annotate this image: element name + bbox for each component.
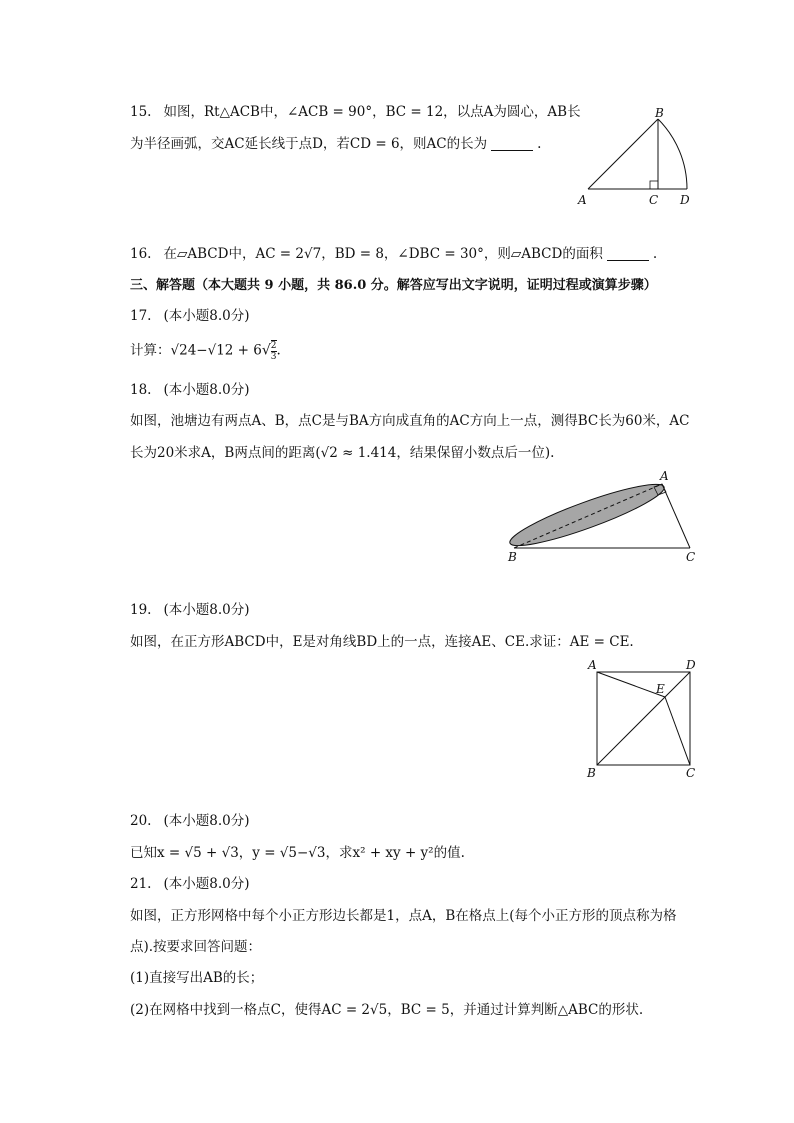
q19-header bbox=[130, 600, 250, 620]
q19-score: (本小题8.0分) bbox=[163, 602, 250, 618]
q21-line2: 点).按要求回答问题： bbox=[130, 939, 262, 955]
q16-text-end: . bbox=[652, 246, 658, 262]
q17-header bbox=[130, 306, 250, 326]
q17-text-end: . bbox=[276, 342, 281, 359]
q15-label-c: C bbox=[649, 193, 659, 207]
q15-line1 bbox=[130, 102, 581, 122]
q15-label-b: B bbox=[655, 106, 664, 120]
q15-number: 15. bbox=[130, 104, 152, 120]
q21-line1: 如图，正方形网格中每个小正方形边长都是1，点A，B在格点上(每个小正方形的顶点称为格 bbox=[130, 908, 677, 924]
q20-line1: 已知x = √5 + √3，y = √5−√3，求x² + xy + y²的值. bbox=[130, 845, 465, 861]
q17-text: 计算：√24−√12 + 6 bbox=[130, 342, 262, 359]
section-3-heading: 三、解答题（本大题共 9 小题，共 86.0 分。解答应写出文字说明，证明过程或演算步骤） bbox=[130, 278, 657, 293]
q21-line3: (1)直接写出AB的长； bbox=[130, 970, 264, 986]
q19-label-d: D bbox=[686, 658, 696, 672]
q18-figure bbox=[500, 468, 705, 568]
q18-label-b: B bbox=[508, 550, 517, 564]
q19-line1: 如图，在正方形ABCD中，E是对角线BD上的一点，连接AE、CE.求证：AE = CE. bbox=[130, 634, 634, 650]
q17-frac-num: 2 bbox=[270, 341, 277, 351]
q15-answer-blank[interactable] bbox=[491, 136, 533, 151]
q18-line2: 长为20米求A，B两点间的距离(√2 ≈ 1.414，结果保留小数点后一位). bbox=[130, 445, 555, 461]
q18-score: (本小题8.0分) bbox=[163, 382, 250, 398]
q15-text-line2: 为半径画弧，交AC延长线于点D，若CD = 6，则AC的长为 bbox=[130, 136, 488, 152]
q18-number: 18. bbox=[130, 382, 152, 398]
q15-text-line1: 如图，Rt△ACB中，∠ACB = 90°，BC = 12，以点A为圆心，AB长 bbox=[163, 104, 581, 120]
q17-body bbox=[130, 340, 281, 362]
q19-label-e: E bbox=[656, 682, 665, 696]
q16-number: 16. bbox=[130, 246, 152, 262]
q15-label-a: A bbox=[578, 193, 587, 207]
q20-score: (本小题8.0分) bbox=[163, 813, 250, 829]
q21-header bbox=[130, 874, 250, 894]
q19-number: 19. bbox=[130, 602, 152, 618]
q17-score: (本小题8.0分) bbox=[163, 308, 250, 324]
q19-figure bbox=[580, 655, 705, 780]
q20-number: 20. bbox=[130, 813, 152, 829]
q18-label-c: C bbox=[686, 550, 696, 564]
q16-text: 在▱ABCD中，AC = 2√7，BD = 8，∠DBC = 30°，则▱ABCD的面积 bbox=[163, 246, 603, 262]
q16-line bbox=[130, 244, 657, 264]
q15-line2 bbox=[130, 134, 541, 154]
q18-label-a: A bbox=[660, 469, 669, 483]
q15-figure bbox=[570, 102, 700, 212]
q17-frac-den: 3 bbox=[270, 352, 277, 362]
q19-label-c: C bbox=[686, 766, 696, 780]
q16-answer-blank[interactable] bbox=[607, 246, 649, 261]
q17-number: 17. bbox=[130, 308, 152, 324]
q21-line4: (2)在网格中找到一格点C，使得AC = 2√5，BC = 5，并通过计算判断△ABC的形状. bbox=[130, 1002, 644, 1018]
q15-label-d: D bbox=[680, 193, 690, 207]
q20-header bbox=[130, 811, 250, 831]
q18-line1: 如图，池塘边有两点A、B，点C是与BA方向成直角的AC方向上一点，测得BC长为60米，AC bbox=[130, 413, 690, 429]
q19-label-a: A bbox=[588, 658, 597, 672]
q15-text-end: . bbox=[537, 136, 542, 152]
q19-label-b: B bbox=[587, 766, 596, 780]
q21-number: 21. bbox=[130, 876, 152, 892]
q18-header bbox=[130, 380, 250, 400]
q21-score: (本小题8.0分) bbox=[163, 876, 250, 892]
q17-radical: √ bbox=[261, 342, 271, 359]
